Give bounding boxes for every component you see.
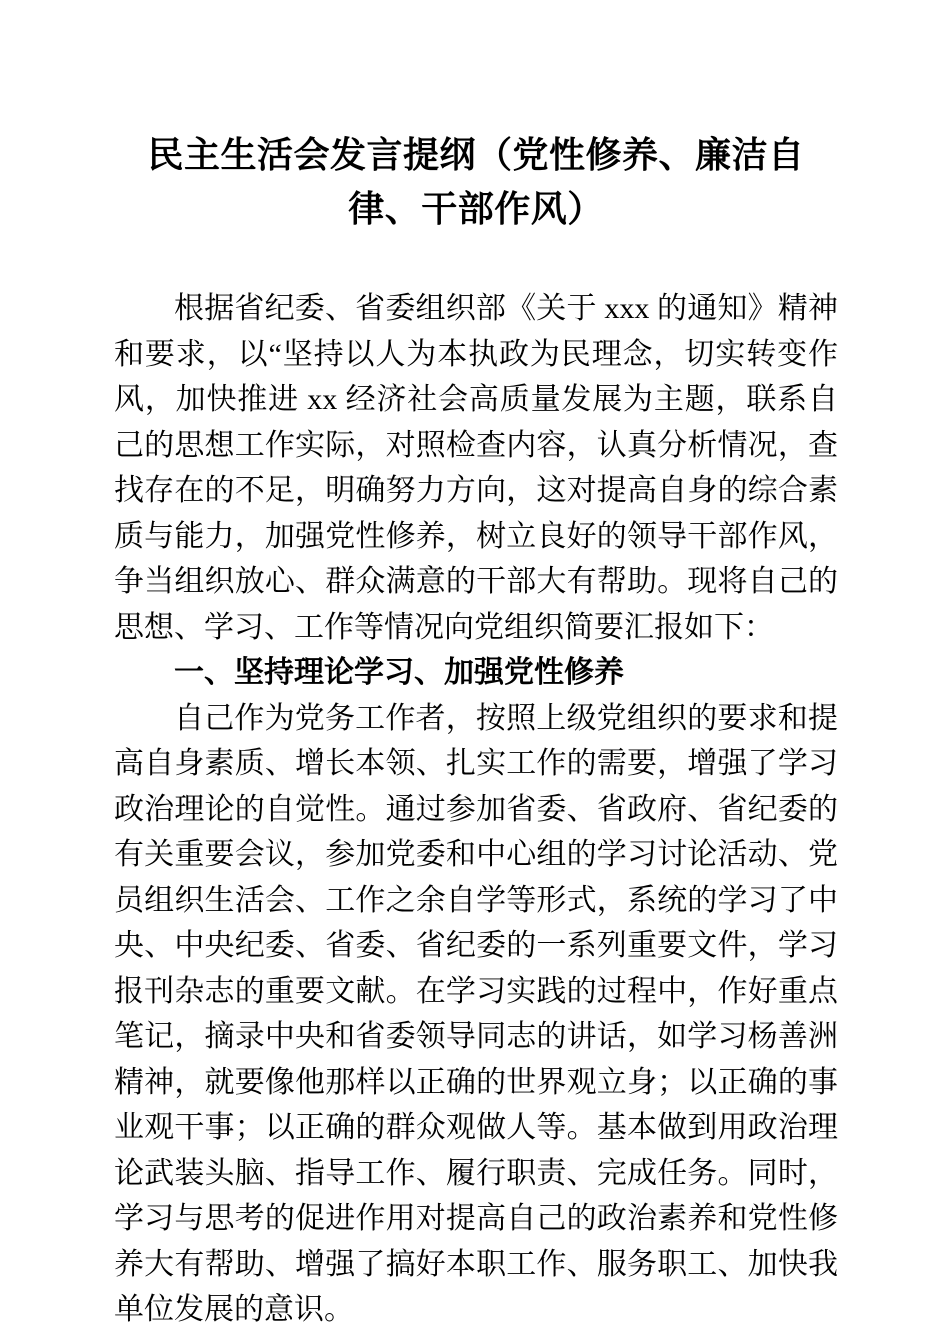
document-title: 民主生活会发言提纲（党性修养、廉洁自律、干部作风）: [147, 135, 805, 229]
paragraph-intro: 根据省纪委、省委组织部《关于 xxx 的通知》精神和要求，以“坚持以人为本执政为民理念，切实转变作风，加快推进 xx 经济社会高质量发展为主题，联系自己的思想工作实际，对照检查内容，认真分析情况，查找存在的不足，明确努力方向，这对提高自身的综合素质与能力，加强党性修养，树立良好的领导干部作风，争当组织放心、群众满意的干部大有帮助。现将自己的思想、学习、工作等情况向党组织简要汇报如下：: [114, 292, 838, 644]
paragraph-section-1-body: 自己作为党务工作者，按照上级党组织的要求和提高自身素质、增长本领、扎实工作的需要，增强了学习政治理论的自觉性。通过参加省委、省政府、省纪委的有关重要会议，参加党委和中心组的学习讨论活动、党员组织生活会、工作之余自学等形式，系统的学习了中央、中央纪委、省委、省纪委的一系列重要文件，学习报刊杂志的重要文献。在学习实践的过程中，作好重点笔记，摘录中央和省委领导同志的讲话，如学习杨善洲精神，就要像他那样以正确的世界观立身；以正确的事业观干事；以正确的群众观做人等。基本做到用政治理论武装头脑、指导工作、履行职责、完成任务。同时，学习与思考的促进作用对提高自己的政治素养和党性修养大有帮助、增强了搞好本职工作、服务职工、加快我单位发展的意识。: [114, 701, 838, 1326]
section-heading-1: 一、坚持理论学习、加强党性修养: [174, 656, 624, 689]
